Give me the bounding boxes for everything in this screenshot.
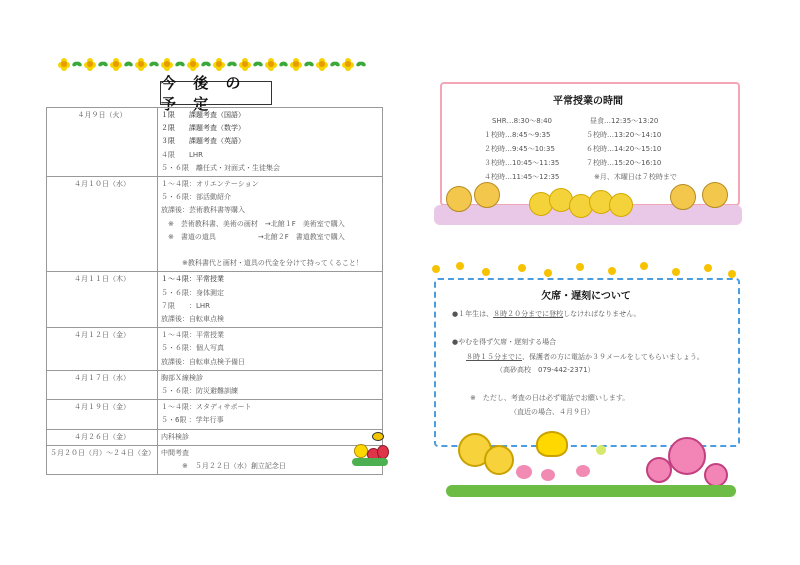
period-time: １校時…8:45～9:35: [484, 131, 551, 139]
schedule-details: [158, 108, 383, 177]
schedule-line: 内科検診: [161, 432, 189, 441]
flower-dot-icon: [482, 268, 490, 276]
leaf-icon: [304, 58, 314, 70]
schedule-line: １限 課題考査（国語）: [161, 111, 245, 119]
schedule-line: １～４限：スタディサポート: [161, 403, 252, 412]
absence-line-5: ※ ただし、考査の日は必ず電話でお願いします。: [470, 394, 630, 402]
schedule-line: ２限 課題考査（数学）: [161, 124, 245, 133]
flower-icon: [110, 58, 122, 70]
period-time: ５校時…13:20～14:10: [586, 131, 662, 139]
schedule-date: ４月１９日（金）: [47, 400, 158, 429]
flower-illustration: [446, 425, 736, 500]
schedule-line: ５・６限：個人写真: [161, 344, 224, 353]
absence-line-4: （高砂高校 079-442-2371）: [496, 366, 595, 374]
schedule-line: ※ 書道の道具 →北館２F 書道教室で購入: [161, 232, 345, 241]
flower-icon: [135, 58, 147, 70]
schedule-line: ７限 ：LHR: [161, 301, 211, 310]
schedule-line: ５・６限：防災避難訓練: [161, 387, 238, 396]
flower-icon: [290, 58, 302, 70]
schedule-date: ４月１０日（水）: [47, 177, 158, 272]
schedule-line: ※ ５月２２日（水）創立記念日: [161, 462, 286, 471]
flower-dot-icon: [456, 262, 464, 270]
schedule-line: ４限 LHR: [161, 150, 204, 159]
schedule-date: ５月２０日（月）～２４日（金）: [47, 445, 158, 474]
leaf-icon: [124, 58, 134, 70]
schedule-line: ５・６限：部活動紹介: [161, 193, 231, 202]
schedule-row: [47, 177, 383, 272]
sunflower-icon: [702, 182, 728, 208]
schedule-row: [47, 108, 383, 177]
schedule-line: 放課後：芸術教科書等購入: [161, 206, 245, 215]
flower-icon: [213, 58, 225, 70]
sunflower-icon: [474, 182, 500, 208]
schedule-line: 放課後：自転車点検: [161, 315, 224, 324]
line3-underlined: ８時１５分までに: [466, 353, 522, 361]
flower-icon: [84, 58, 96, 70]
flower-dot-icon: [608, 267, 616, 275]
schedule-row: [47, 400, 383, 429]
flower-dot-icon: [672, 268, 680, 276]
schedule-details: [158, 328, 383, 371]
period-time: ７校時…15:20～16:10: [586, 159, 662, 167]
schedule-line: １～４限：平常授業: [161, 275, 224, 284]
absence-line-3: [466, 352, 704, 362]
schedule-details: [158, 272, 383, 328]
absence-panel: [426, 260, 746, 505]
line1-post: しなければなりません。: [563, 310, 641, 318]
schedule-table: [46, 107, 383, 475]
flower-dot-icon: [576, 263, 584, 271]
flower-icon: [58, 58, 70, 70]
schedule-line: 胸部Ｘ線検診: [161, 373, 203, 382]
schedule-details: [158, 370, 383, 399]
schedule-details: [158, 445, 383, 474]
schedule-date: ４月２６日（金）: [47, 429, 158, 445]
leaf-icon: [149, 58, 159, 70]
bee-flower-decoration: [350, 432, 390, 468]
schedule-details: [158, 400, 383, 429]
schedule-line: ※ 芸術教科書、美術の画材 →北館１F 美術室で購入: [161, 219, 345, 228]
flower-dot-icon: [544, 269, 552, 277]
schedule-row: [47, 272, 383, 328]
leaf-icon: [175, 58, 185, 70]
schedule-row: [47, 445, 383, 474]
absence-line-6: （直近の場合、４月９日）: [510, 408, 594, 416]
leaf-icon: [201, 58, 211, 70]
period-time: ２校時…9:45～10:35: [484, 145, 555, 153]
flower-icon: [239, 58, 251, 70]
sunflower-garden-illustration: [434, 178, 742, 225]
line1-pre: ●１年生は、: [452, 310, 494, 318]
schedule-details: [158, 429, 383, 445]
line3-post: 、保護者の方に電話か３９メールをしてもらいましょう。: [522, 353, 704, 361]
period-time: SHR…8:30～8:40: [492, 117, 553, 125]
sunflower-icon: [446, 186, 472, 212]
schedule-line: [161, 244, 379, 257]
period-time: ３校時…10:45～11:35: [484, 159, 560, 167]
schedule-row: [47, 370, 383, 399]
leaf-icon: [253, 58, 263, 70]
leaf-icon: [98, 58, 108, 70]
flower-icon: [342, 58, 354, 70]
schedule-date: ４月１１日（木）: [47, 272, 158, 328]
schedule-date: ４月１７日（水）: [47, 370, 158, 399]
schedule-line: ３限 課題考査（英語）: [161, 137, 245, 146]
flower-dot-icon: [728, 270, 736, 278]
leaf-icon: [72, 58, 82, 70]
period-time: ４校時…11:45～12:35: [484, 173, 560, 181]
absence-line-2: ●やむを得ず欠席・遅刻する場合: [452, 338, 557, 346]
schedule-line: １～４限：オリエンテーション: [161, 180, 259, 189]
schedule-line: 中間考査: [161, 448, 189, 457]
schedule-line: ５・６限：身体測定: [161, 288, 224, 297]
leaf-icon: [330, 58, 340, 70]
absence-title: 欠席・遅刻について: [541, 291, 631, 302]
schedule-line: 放課後：自転車点検予備日: [161, 357, 245, 366]
absence-line-1: [452, 309, 641, 319]
flower-icon: [187, 58, 199, 70]
page-title: 今 後 の 予 定: [160, 81, 272, 105]
leaf-icon: [279, 58, 289, 70]
leaf-icon: [227, 58, 237, 70]
timetable-panel: [434, 80, 742, 225]
schedule-row: [47, 328, 383, 371]
flower-dot-icon: [640, 262, 648, 270]
period-time: ※月、木曜日は７校時まで: [594, 173, 677, 181]
schedule-line: ５・６限 離任式・対面式・生徒集会: [161, 163, 280, 172]
sunflower-icon: [670, 184, 696, 210]
schedule-line: ５・6限 ：学年行事: [161, 416, 224, 425]
schedule-details: [158, 177, 383, 272]
schedule-row: [47, 429, 383, 445]
period-time: 昼食…12:35～13:20: [590, 117, 659, 125]
schedule-line: ※教科書代と画材・道具の代金を分けて持ってくること！: [161, 259, 363, 268]
line1-underlined: ８時２０分までに登校: [493, 310, 564, 318]
flower-icon: [265, 58, 277, 70]
period-time: ６校時…14:20～15:10: [586, 145, 662, 153]
absence-frame: [434, 278, 740, 447]
flower-dot-icon: [704, 264, 712, 272]
schedule-date: ４月９日（火）: [47, 108, 158, 177]
rapeflower-icon: [609, 193, 633, 217]
schedule-date: ４月１２日（金）: [47, 328, 158, 371]
schedule-line: １～４限：平常授業: [161, 331, 224, 340]
flower-dot-icon: [432, 265, 440, 273]
flower-dot-icon: [518, 264, 526, 272]
flower-icon: [316, 58, 328, 70]
leaf-icon: [356, 58, 366, 70]
flower-icon: [161, 58, 173, 70]
timetable-title: 平常授業の時間: [553, 96, 623, 107]
